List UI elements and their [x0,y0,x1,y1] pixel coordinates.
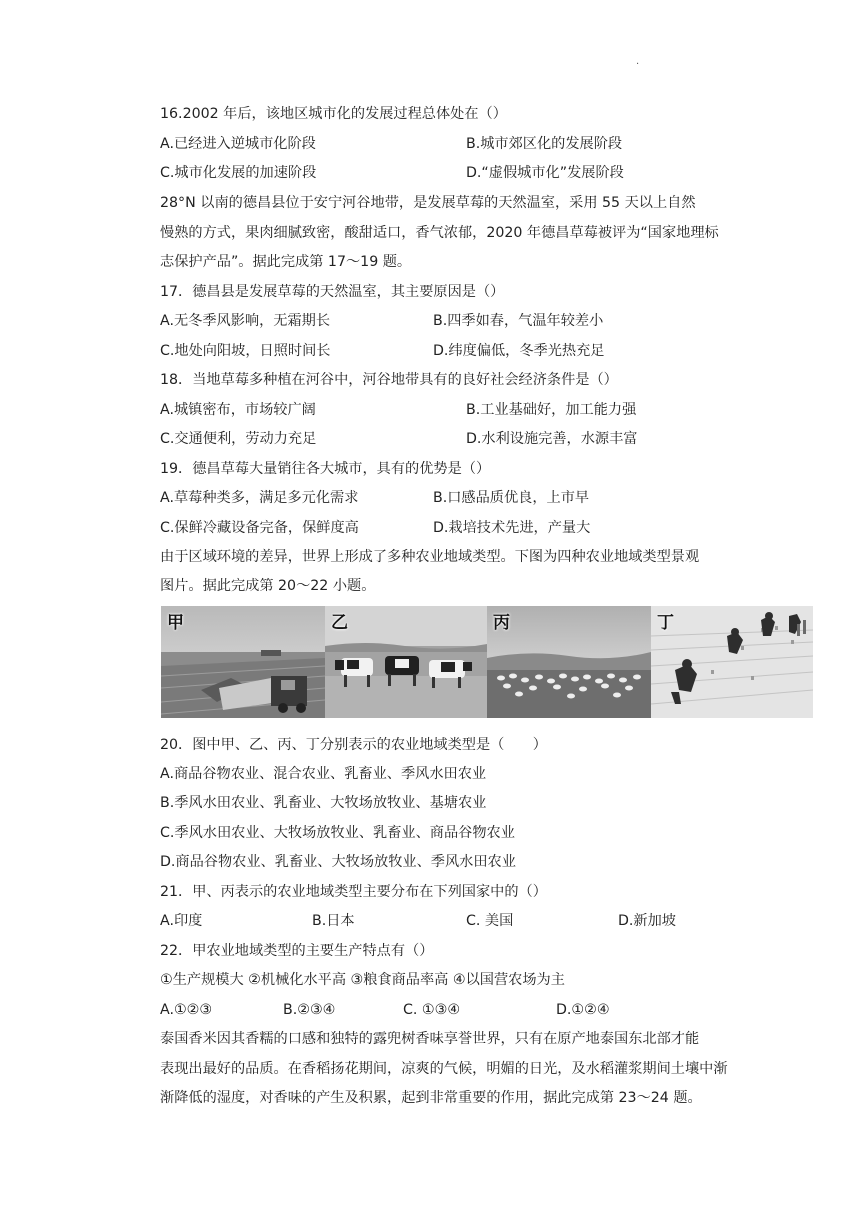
passage1-line-2: 慢熟的方式，果肉细腻致密，酸甜适口，香气浓郁，2020 年德昌草莓被评为“国家地理标 [160,225,719,241]
q16-stem: 16.2002 年后，该地区城市化的发展过程总体处在（） [160,106,507,122]
q19-option-a: A.草莓种类多，满足多元化需求 [160,490,359,506]
q19-option-c: C.保鲜冷藏设备完备，保鲜度高 [160,520,359,536]
photo-label-yi: 乙 [331,613,348,633]
q22-option-c: C. ①③④ [403,1002,461,1018]
q22-option-d: D.①②④ [556,1002,610,1018]
q21-option-a: A.印度 [160,913,203,929]
q22-stem: 22．甲农业地域类型的主要生产特点有（） [160,943,434,959]
q22-items: ①生产规模大 ②机械化水平高 ③粮食商品率高 ④以国营农场为主 [160,972,565,988]
q18-option-d: D.水利设施完善，水源丰富 [466,431,638,447]
q19-option-b: B.口感品质优良，上市早 [433,490,590,506]
q17-option-c: C.地处向阳坡，日照时间长 [160,343,331,359]
q17-option-d: D.纬度偏低，冬季光热充足 [433,343,605,359]
q20-stem: 20．图中甲、乙、丙、丁分别表示的农业地域类型是（ ） [160,737,547,753]
q18-option-c: C.交通便利，劳动力充足 [160,431,317,447]
q17-option-a: A.无冬季风影响，无霜期长 [160,313,331,329]
passage2-line-2: 图片。据此完成第 20～22 小题。 [160,578,376,594]
agriculture-photo-strip [161,606,813,718]
photo-label-ding: 丁 [657,613,674,633]
q21-option-b: B.日本 [312,913,355,929]
header-mark: . [636,56,640,67]
passage3-line-2: 表现出最好的品质。在香稻扬花期间，凉爽的气候，明媚的日光，及水稻灌浆期间土壤中渐 [160,1061,728,1077]
harvest-field-photo [161,606,325,718]
q18-option-a: A.城镇密布，市场较广阔 [160,402,316,418]
q22-option-a: A.①②③ [160,1002,213,1018]
q19-option-d: D.栽培技术先进，产量大 [433,520,591,536]
q16-option-c: C.城市化发展的加速阶段 [160,165,317,181]
q20-option-a: A.商品谷物农业、混合农业、乳畜业、季风水田农业 [160,766,487,782]
rice-paddy-photo [651,606,813,718]
q16-option-a: A.已经进入逆城市化阶段 [160,136,316,152]
q18-option-b: B.工业基础好，加工能力强 [466,402,637,418]
photo-label-bing: 丙 [493,613,510,633]
passage1-line-1: 28°N 以南的德昌县位于安宁河谷地带，是发展草莓的天然温室，采用 55 天以上自然 [160,195,696,211]
q16-option-b: B.城市郊区化的发展阶段 [466,136,623,152]
passage1-line-3: 志保护产品”。据此完成第 17～19 题。 [160,254,412,270]
q18-stem: 18．当地草莓多种植在河谷中，河谷地带具有的良好社会经济条件是（） [160,372,618,388]
q20-option-b: B.季风水田农业、乳畜业、大牧场放牧业、基塘农业 [160,795,487,811]
photo-label-jia: 甲 [167,613,184,633]
q16-option-d: D.“虚假城市化”发展阶段 [466,165,624,181]
q20-option-d: D.商品谷物农业、乳畜业、大牧场放牧业、季风水田农业 [160,854,516,870]
q21-option-d: D.新加坡 [618,913,676,929]
q17-stem: 17．德昌县是发展草莓的天然温室，其主要原因是（） [160,284,505,300]
q17-option-b: B.四季如春，气温年较差小 [433,313,604,329]
passage3-line-3: 渐降低的湿度，对香味的产生及积累，起到非常重要的作用，据此完成第 23～24 题。 [160,1090,702,1106]
passage3-line-1: 泰国香米因其香糯的口感和独特的露兜树香味享誉世界，只有在原产地泰国东北部才能 [160,1031,700,1047]
q21-stem: 21．甲、丙表示的农业地域类型主要分布在下列国家中的（） [160,884,547,900]
q21-option-c: C. 美国 [466,913,514,929]
passage2-line-1: 由于区域环境的差异，世界上形成了多种农业地域类型。下图为四种农业地域类型景观 [160,549,700,565]
dairy-cows-photo [325,606,487,718]
q22-option-b: B.②③④ [283,1002,336,1018]
q19-stem: 19．德昌草莓大量销往各大城市，具有的优势是（） [160,461,491,477]
q20-option-c: C.季风水田农业、大牧场放牧业、乳畜业、商品谷物农业 [160,825,515,841]
grazing-sheep-photo [487,606,651,718]
